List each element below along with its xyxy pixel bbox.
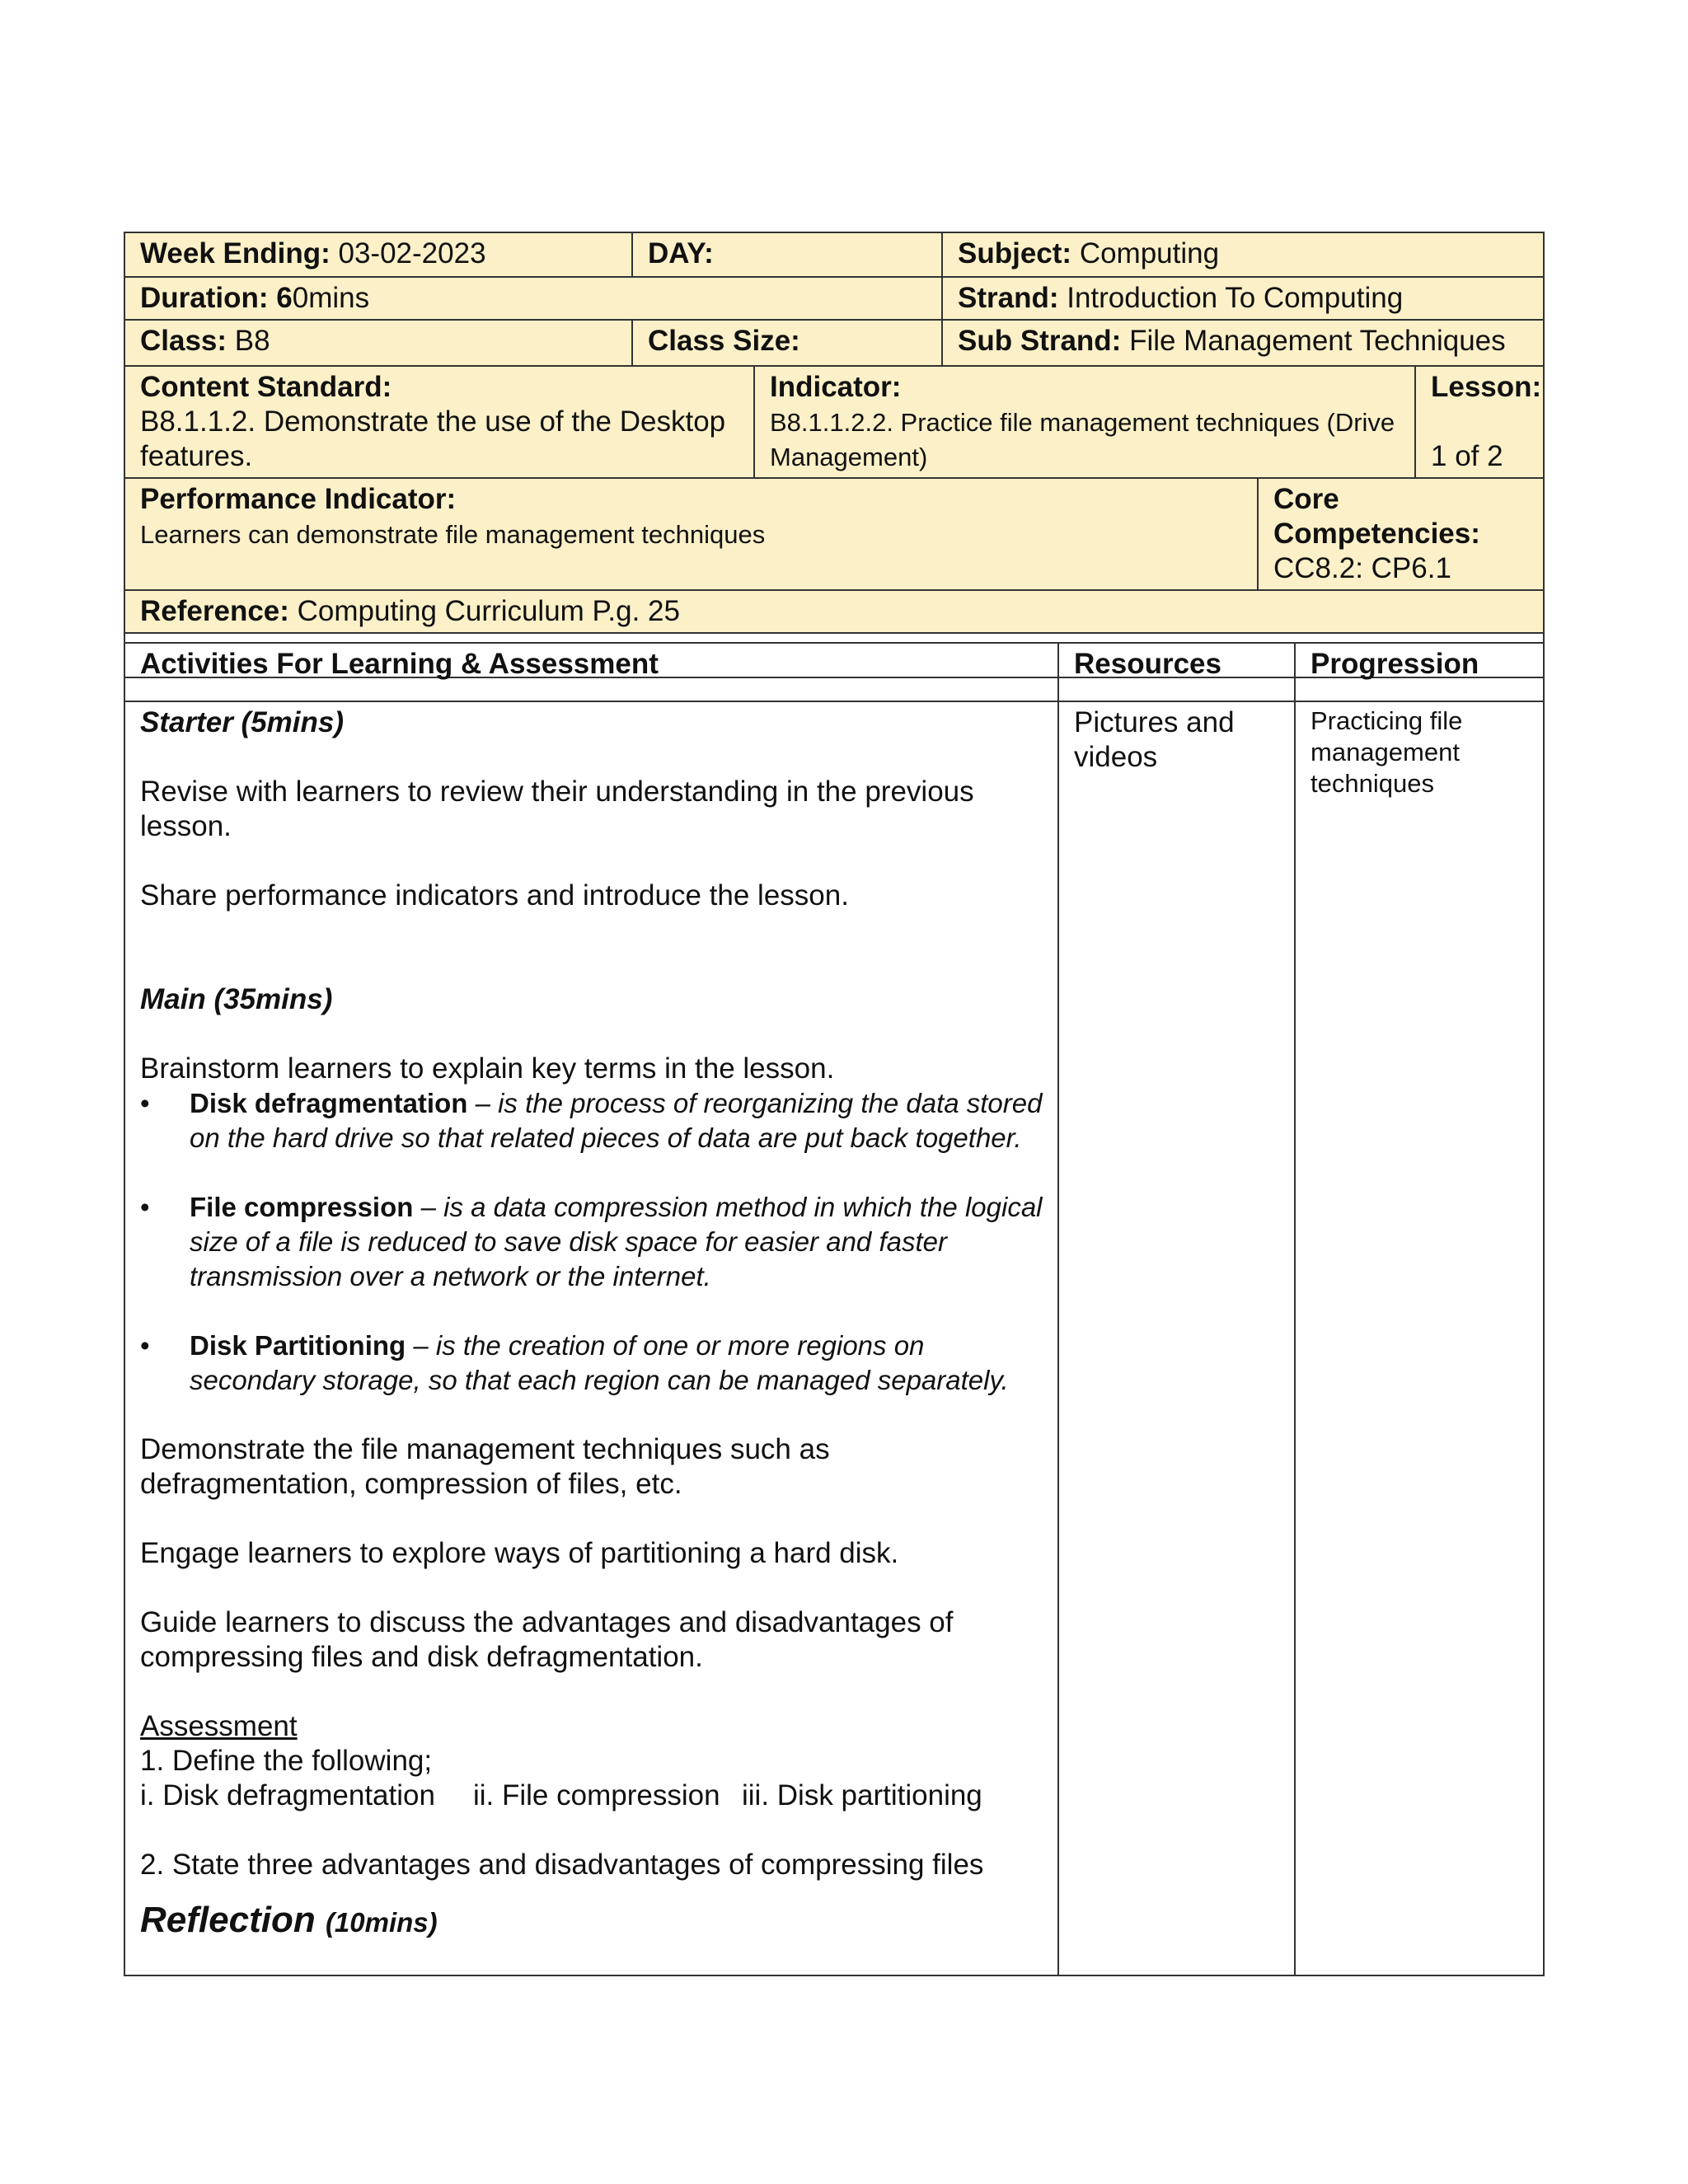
duration-cell: Duration: 60mins <box>124 277 942 320</box>
demonstrate-paragraph: Demonstrate the file management techniques such as defragmentation, compression of files, etc. <box>140 1433 830 1500</box>
assessment-title: Assessment <box>140 1710 298 1742</box>
bullet-definition: – is the creation of one or more regions on secondary storage, so that each region can be managed separately. <box>190 1330 1009 1395</box>
main-intro: Brainstorm learners to explain key terms in the lesson. <box>140 1052 835 1085</box>
resources-text: Pictures and videos <box>1074 706 1235 773</box>
progression-content-cell <box>1295 701 1544 1975</box>
class-cell: Class: B8 <box>124 320 632 366</box>
reflection-time: (10mins) <box>325 1907 438 1938</box>
bullet-definition: – is a data compression method in which the logical size of a file is reduced to save disk space for easier and faster transmission over a network or the internet. <box>190 1192 1043 1291</box>
starter-paragraph-1: Revise with learners to review their understanding in the previous lesson. <box>140 776 974 842</box>
starter-title: Starter (5mins) <box>140 706 345 738</box>
core-competencies-cell <box>1258 478 1544 590</box>
lesson-label: Lesson: <box>1431 371 1542 403</box>
bullet-item <box>140 1086 1043 1155</box>
assessment-item-iii: iii. Disk partitioning <box>742 1779 982 1811</box>
bullet-definition: – is the process of reorganizing the data stored on the hard drive so that related pieces of data are put back together. <box>190 1088 1043 1153</box>
progression-column-header: Progression <box>1295 643 1544 701</box>
content-standard-label: Content Standard: <box>140 371 392 403</box>
strand-value: Introduction To Computing <box>1067 282 1404 314</box>
bullet-dot-icon: • <box>140 1330 150 1361</box>
subject-value: Computing <box>1079 237 1220 269</box>
core-competencies-value: CC8.2: CP6.1 <box>1273 552 1451 584</box>
guide-paragraph: Guide learners to discuss the advantages and disadvantages of compressing files and disk defragmentation. <box>140 1606 954 1673</box>
reflection-title: Reflection (10mins) <box>140 1900 438 1940</box>
core-competencies-label: Core Competencies: <box>1273 483 1480 550</box>
assessment-item-i: i. Disk defragmentation <box>140 1779 435 1811</box>
progression-text: Practicing file management techniques <box>1311 706 1463 798</box>
engage-paragraph: Engage learners to explore ways of partitioning a hard disk. <box>140 1537 899 1569</box>
activities-table <box>124 642 1545 1976</box>
class-size-cell: Class Size: <box>632 320 942 366</box>
assessment-question-1: 1. Define the following; <box>140 1745 433 1777</box>
indicator-cell <box>754 366 1415 478</box>
bullet-item <box>140 1190 1043 1294</box>
main-title: Main (35mins) <box>140 983 333 1015</box>
resources-column-header: Resources <box>1058 643 1295 701</box>
week-ending-value: 03-02-2023 <box>338 237 486 269</box>
class-value: B8 <box>234 325 270 357</box>
content-standard-cell <box>124 366 754 478</box>
performance-indicator-value: Learners can demonstrate file management techniques <box>140 520 766 549</box>
bullet-dot-icon: • <box>140 1192 150 1222</box>
content-standard-value: B8.1.1.2. Demonstrate the use of the Desktop features. <box>140 405 726 472</box>
assessment-question-2: 2. State three advantages and disadvantages of compressing files <box>140 1849 984 1881</box>
day-cell: DAY: <box>632 232 942 277</box>
assessment-question-1-items <box>140 1779 1043 1813</box>
indicator-label: Indicator: <box>770 371 902 403</box>
bullet-item <box>140 1329 1043 1398</box>
reference-cell: Reference: Computing Curriculum P.g. 25 <box>124 590 1544 633</box>
indicator-value: B8.1.1.2.2. Practice file management techniques (Drive Management) <box>770 408 1395 471</box>
bullet-dot-icon: • <box>140 1088 150 1118</box>
subject-cell: Subject: Computing <box>942 232 1544 277</box>
assessment-item-ii: ii. File compression <box>473 1779 720 1811</box>
starter-paragraph-2: Share performance indicators and introduce the lesson. <box>140 879 849 912</box>
lesson-cell <box>1415 366 1544 478</box>
strand-cell: Strand: Introduction To Computing <box>942 277 1544 320</box>
performance-indicator-cell <box>124 478 1258 590</box>
reference-value: Computing Curriculum P.g. 25 <box>297 595 680 627</box>
bullet-term: Disk Partitioning <box>190 1330 406 1361</box>
activities-column-header: Activities For Learning & Assessment <box>124 643 1058 701</box>
lesson-value: 1 of 2 <box>1431 440 1503 472</box>
lesson-header-table <box>124 232 1545 678</box>
bullet-term: File compression <box>190 1192 414 1222</box>
duration-value: 0mins <box>292 282 370 314</box>
week-ending-cell: Week Ending: 03-02-2023 <box>124 232 632 277</box>
resources-content-cell <box>1058 701 1295 1975</box>
performance-indicator-label: Performance Indicator: <box>140 483 457 515</box>
sub-strand-cell: Sub Strand: File Management Techniques <box>942 320 1544 366</box>
activities-content-cell <box>124 701 1058 1975</box>
sub-strand-value: File Management Techniques <box>1129 325 1506 357</box>
bullet-term: Disk defragmentation <box>190 1088 468 1118</box>
